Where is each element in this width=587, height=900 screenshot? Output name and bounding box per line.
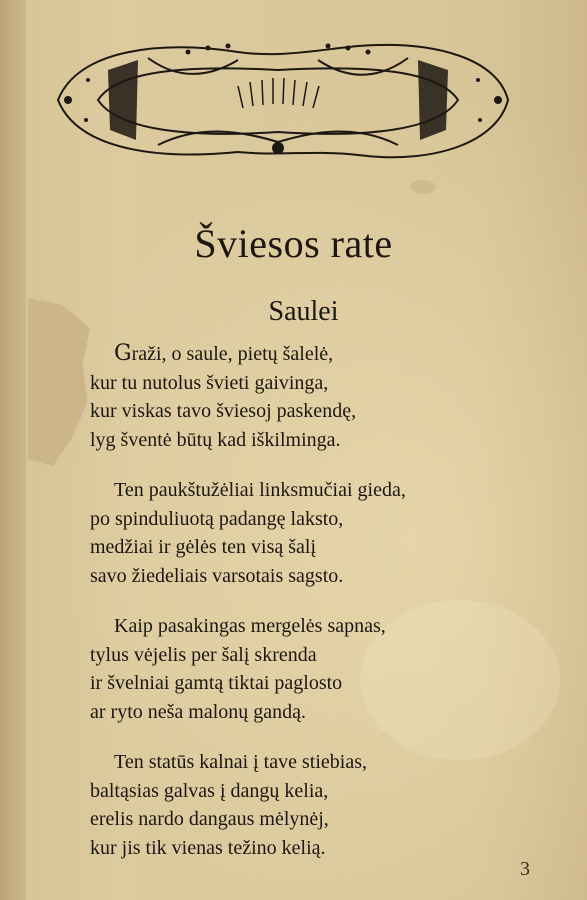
page-title: Šviesos rate (194, 221, 393, 266)
poem-line: medžiai ir gėlės ten visą šalį (90, 536, 317, 558)
page-number: 3 (520, 858, 530, 880)
decorative-header-ornament (38, 30, 518, 170)
stanza-1 (90, 340, 570, 454)
poem-line: po spinduliuotą padangę laksto, (90, 507, 344, 530)
poem-line-text: raži, o saule, pietų šalelė, (131, 343, 334, 365)
poem-line: erelis nardo dangaus mėlynėj, (90, 808, 329, 830)
stanza-3 (90, 612, 570, 726)
poem-line: kur jis tik vienas težino kelią. (90, 836, 326, 859)
poem-line: savo žiedeliais varsotais sagsto. (90, 564, 344, 587)
poem-line: Kaip pasakingas mergelės sapnas, (114, 615, 386, 637)
paper-stain (410, 180, 436, 194)
stanza-4 (90, 748, 570, 862)
drop-cap: G (114, 341, 132, 366)
poem-line: Ten paukštužėliai linksmučiai gieda, (114, 479, 406, 501)
poem-line: baltąsias galvas į dangų kelia, (90, 779, 329, 802)
poem-line: lyg šventė būtų kad iškilminga. (90, 428, 341, 451)
poem-subtitle: Saulei (268, 296, 339, 327)
poem-line: kur viskas tavo šviesoj paskendę, (90, 400, 357, 422)
poem-line: ir švelniai gamtą tiktai paglosto (90, 672, 343, 694)
poem-line: tylus vėjelis per šalį skrenda (90, 643, 317, 666)
poem-line: ar ryto neša malonų gandą. (90, 700, 307, 723)
poem-line: Ten statūs kalnai į tave stiebias, (114, 751, 367, 773)
stanza-2 (90, 476, 570, 590)
poem-line (90, 340, 570, 369)
page-binding-edge (0, 0, 26, 900)
poem-line: kur tu nutolus švieti gaivinga, (90, 371, 329, 394)
poem-body (90, 340, 570, 884)
